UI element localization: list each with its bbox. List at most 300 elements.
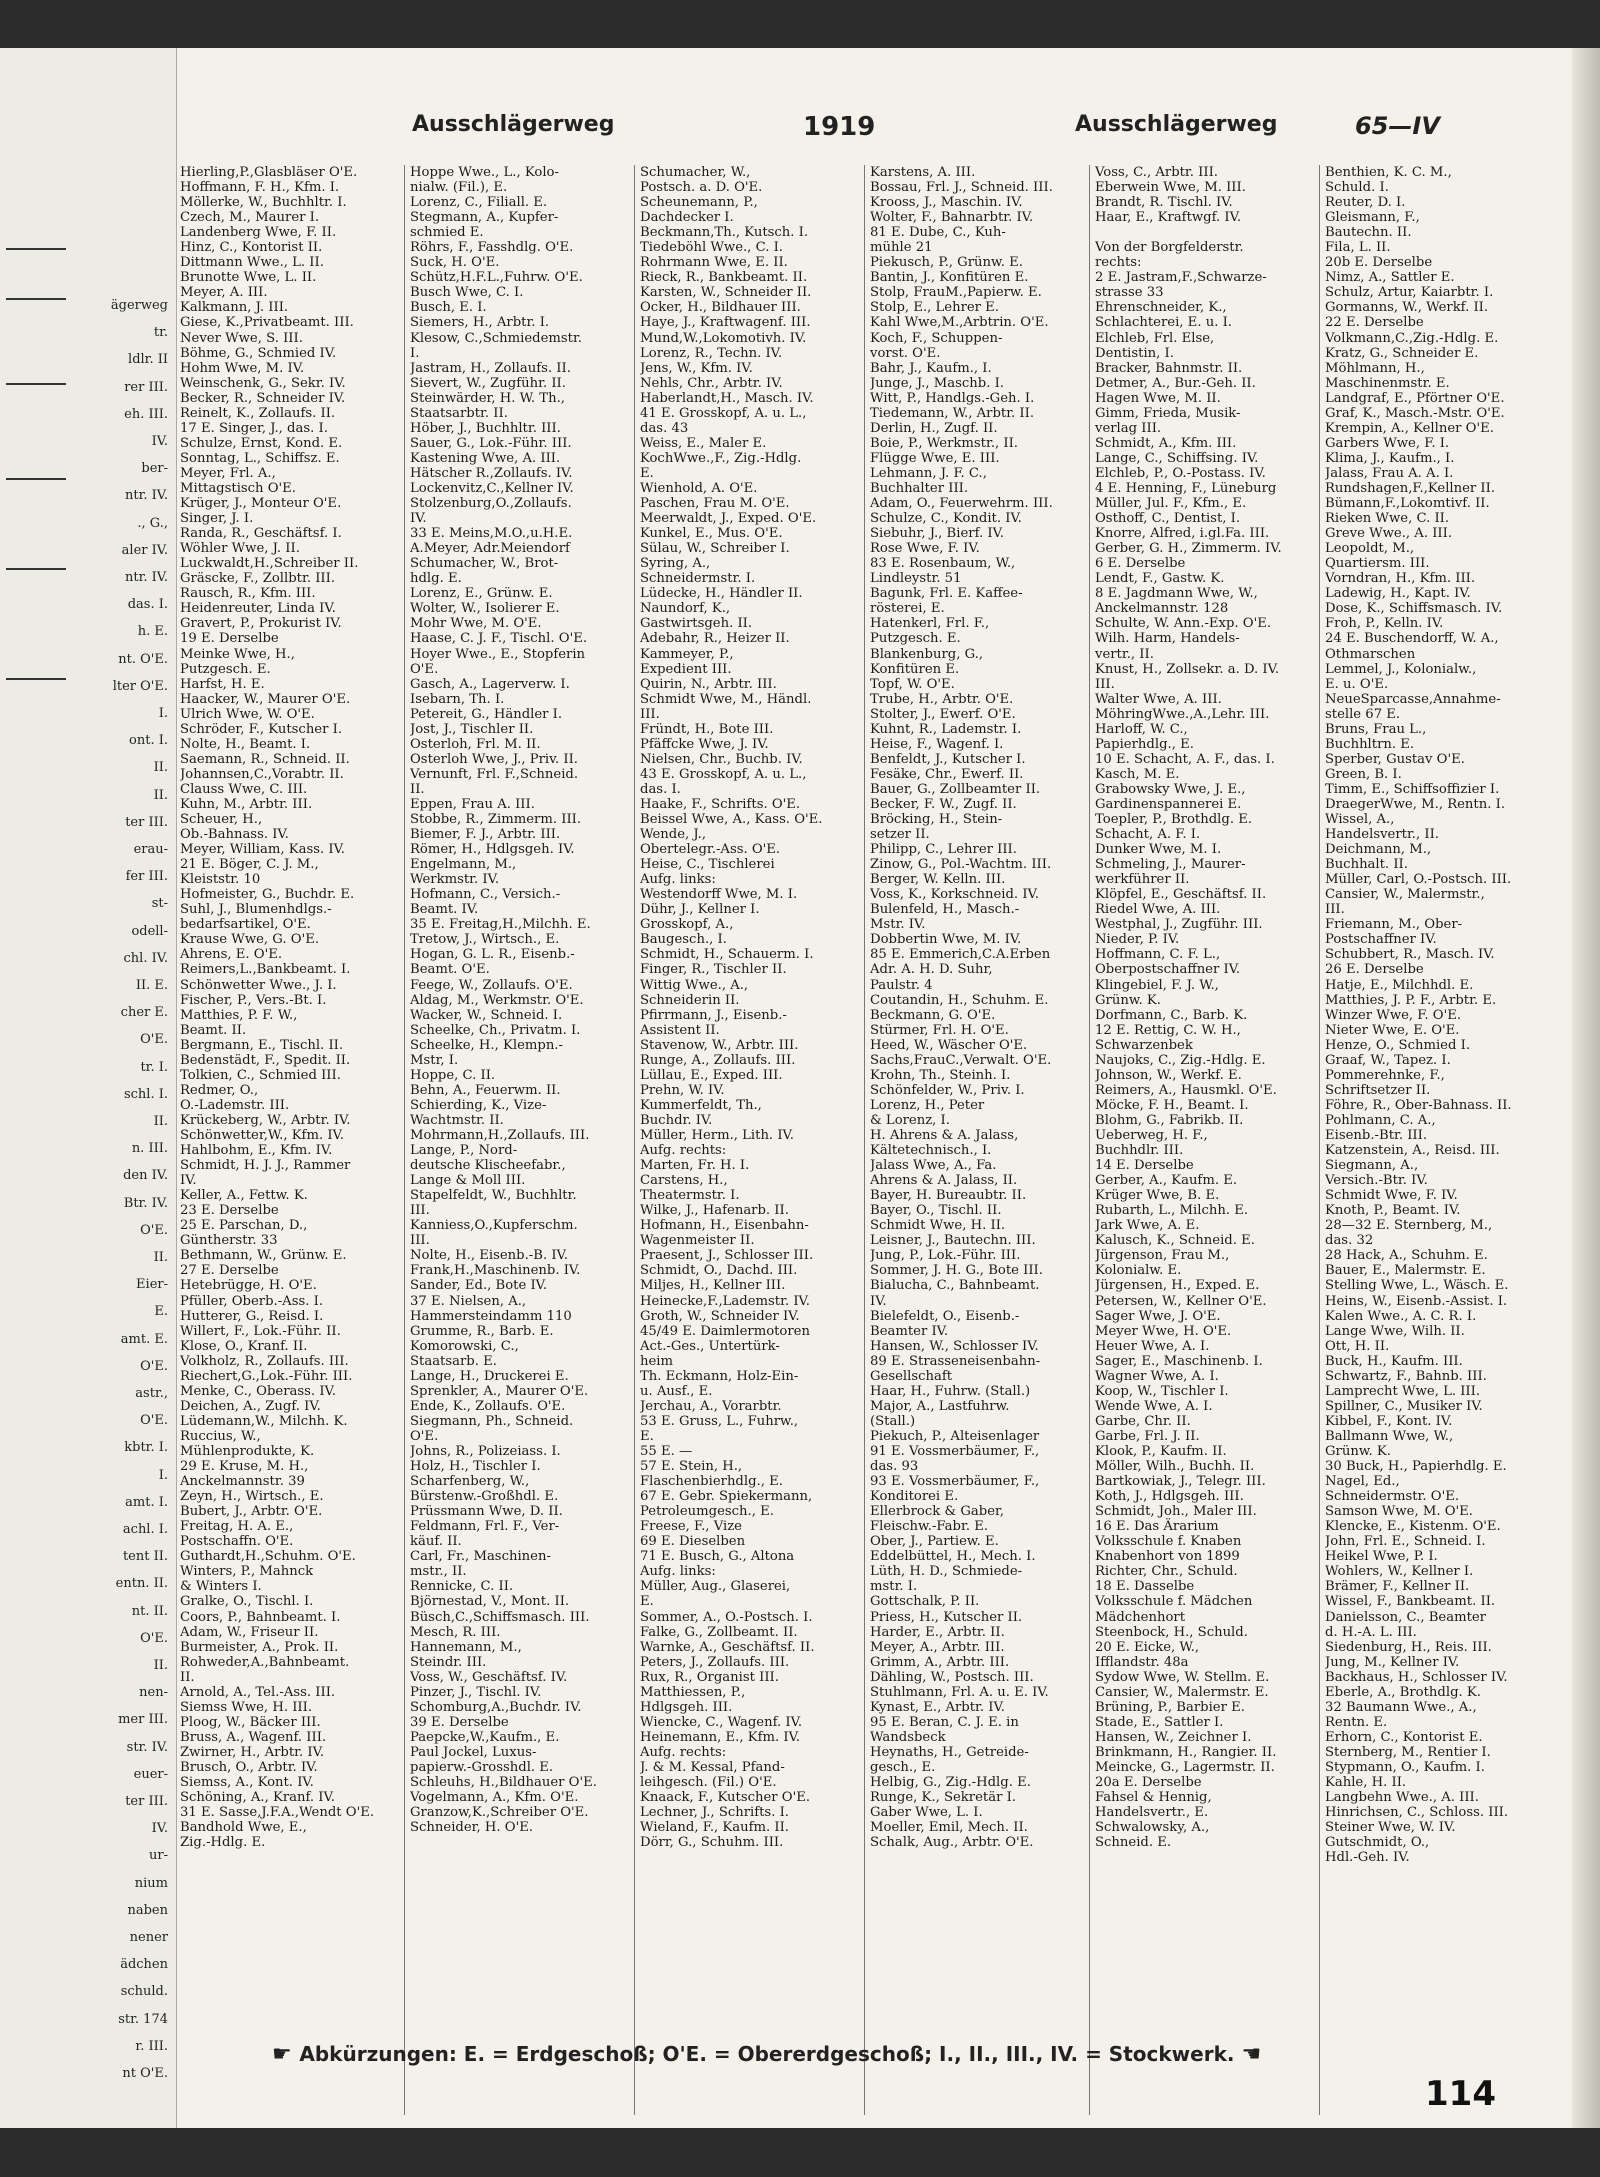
directory-entry: Wende, J., [640, 827, 707, 843]
directory-entry: 21 E. Böger, C. J. M., [180, 857, 319, 873]
directory-entry: 69 E. Dieselben [640, 1534, 746, 1550]
directory-entry: Klook, P., Kaufm. II. [1095, 1443, 1227, 1459]
prev-page-fragment: amt. E. [120, 1331, 168, 1347]
directory-entry: Petereit, G., Händler I. [410, 706, 563, 722]
directory-entry: Meyer, A. III. [180, 285, 268, 301]
directory-entry: Groth, W., Schneider IV. [640, 1308, 800, 1324]
directory-entry: Stolp, E., Lehrer E. [870, 300, 999, 316]
directory-entry: nialw. (Fil.), E. [410, 180, 508, 196]
column-rule [1089, 165, 1090, 2115]
directory-entry: Schneiderin II. [640, 992, 740, 1008]
prev-page-fragment: r. III. [135, 2038, 168, 2054]
directory-entry: Knabenhort von 1899 [1095, 1549, 1240, 1565]
directory-entry: Kanniess,O.,Kupferschm. [410, 1218, 578, 1234]
directory-entry: Isebarn, Th. I. [410, 691, 505, 707]
directory-entry: Sager Wwe, J. O'E. [1095, 1308, 1221, 1324]
directory-entry: Heikel Wwe, P. I. [1325, 1549, 1438, 1565]
directory-entry: 33 E. Meins,M.O.,u.H.E. [410, 526, 573, 542]
directory-entry: 18 E. Dasselbe [1095, 1579, 1195, 1595]
directory-entry: strasse 33 [1095, 285, 1164, 301]
directory-entry: Möllerke, W., Buchhltr. I. [180, 195, 347, 211]
directory-entry: Moeller, Emil, Mech. II. [870, 1820, 1028, 1836]
directory-entry: Willert, F., Lok.-Führ. II. [180, 1323, 341, 1339]
directory-entry: Schalk, Aug., Arbtr. O'E. [870, 1835, 1034, 1851]
directory-entry: Osterloh Wwe, J., Priv. II. [410, 751, 578, 767]
directory-entry: Hinz, C., Kontorist II. [180, 240, 323, 256]
directory-entry: Bubert, J., Arbtr. O'E. [180, 1504, 323, 1520]
directory-entry: Granzow,K.,Schreiber O'E. [410, 1805, 589, 1821]
directory-entry: Schneid. E. [1095, 1835, 1172, 1851]
directory-entry: Siemss Wwe, H. III. [180, 1699, 313, 1715]
directory-entry: Schmidt Wwe, H. II. [870, 1218, 1006, 1234]
directory-columns [180, 165, 1565, 2120]
directory-entry: Gastwirtsgeh. II. [640, 616, 753, 632]
directory-entry: Zeyn, H., Wirtsch., E. [180, 1489, 324, 1505]
directory-entry: Kibbel, F., Kont. IV. [1325, 1413, 1453, 1429]
directory-entry: Siedenburg, H., Reis. III. [1325, 1639, 1492, 1655]
directory-entry: Schöning, A., Kranf. IV. [180, 1790, 335, 1806]
directory-entry: Gasch, A., Lagerverw. I. [410, 676, 570, 692]
directory-entry: Schwalowsky, A., [1095, 1820, 1210, 1836]
directory-entry: Wienhold, A. O'E. [640, 480, 758, 496]
directory-entry: Aufg. rechts: [640, 1143, 727, 1159]
directory-entry: 10 E. Schacht, A. F., das. I. [1095, 751, 1275, 767]
directory-entry: stelle 67 E. [1325, 706, 1401, 722]
directory-entry: Greve Wwe., A. III. [1325, 526, 1453, 542]
directory-entry: Kratz, G., Schneider E. [1325, 345, 1479, 361]
directory-entry: Friemann, M., Ober- [1325, 917, 1463, 933]
directory-entry: Lorenz, E., Grünw. E. [410, 586, 553, 602]
directory-entry: Gralke, O., Tischl. I. [180, 1594, 314, 1610]
directory-entry: Handelsvertr., E. [1095, 1805, 1209, 1821]
directory-entry: Pommerehnke, F., [1325, 1067, 1445, 1083]
directory-entry: Harder, E., Arbtr. II. [870, 1624, 1005, 1640]
directory-entry: Lüdemann,W., Milchh. K. [180, 1413, 348, 1429]
prev-page-fragment: ber- [141, 461, 168, 477]
directory-entry: Kunkel, E., Mus. O'E. [640, 526, 783, 542]
directory-entry: Heins, W., Eisenb.-Assist. I. [1325, 1293, 1508, 1309]
directory-entry: Buchhltrn. E. [1325, 736, 1415, 752]
directory-entry: Schumacher, W., [640, 165, 751, 180]
directory-entry: das. I. [640, 781, 681, 797]
directory-entry: John, Frl. E., Schneid. I. [1325, 1534, 1486, 1550]
directory-entry: Adebahr, R., Heizer II. [640, 631, 790, 647]
directory-entry: 23 E. Derselbe [180, 1203, 279, 1219]
directory-entry: Bracker, Bahnmstr. II. [1095, 360, 1243, 376]
directory-entry: Ueberweg, H. F., [1095, 1128, 1208, 1143]
directory-entry: Krüger, J., Monteur O'E. [180, 496, 342, 512]
directory-entry: Nehls, Chr., Arbtr. IV. [640, 375, 783, 391]
prev-page-fragment: I. [158, 1467, 168, 1483]
directory-entry: Bürstenw.-Großhdl. E. [410, 1489, 559, 1505]
directory-entry: Wieland, F., Kaufm. II. [640, 1820, 790, 1836]
directory-entry: Mstr. IV. [870, 917, 926, 933]
directory-entry: Dühr, J., Kellner I. [640, 902, 760, 918]
directory-entry: Siebuhr, J., Bierf. IV. [870, 526, 1004, 542]
prev-page-fragment: str. IV. [126, 1739, 168, 1755]
directory-entry: Lange, P., Nord- [410, 1143, 518, 1159]
column-rule [404, 165, 405, 2115]
directory-entry: Meincke, G., Lagermstr. II. [1095, 1759, 1275, 1775]
directory-entry: 20b E. Derselbe [1325, 255, 1433, 271]
directory-entry: 67 E. Gebr. Spiekermann, [640, 1489, 813, 1505]
prev-page-fragment: rer III. [124, 379, 168, 395]
directory-entry: Elchleb, P., O.-Postass. IV. [1095, 465, 1266, 481]
book-edge [1572, 48, 1600, 2128]
directory-entry: Lorenz, C., Filiall. E. [410, 195, 548, 211]
prev-page-fragment: ägerweg [110, 298, 168, 313]
directory-entry: Höber, J., Buchhltr. III. [410, 420, 561, 436]
directory-entry: Wagenmeister II. [640, 1233, 755, 1249]
directory-column [180, 165, 400, 2115]
directory-entry: Dähling, W., Postsch. III. [870, 1669, 1034, 1685]
directory-entry: Gräscke, F., Zollbtr. III. [180, 571, 336, 587]
directory-entry: Richter, Chr., Schuld. [1095, 1564, 1238, 1580]
directory-entry: Dörr, G., Schuhm. III. [640, 1835, 784, 1851]
directory-entry: Klencke, E., Kistenm. O'E. [1325, 1519, 1501, 1535]
directory-entry: Anckelmannstr. 128 [1095, 601, 1229, 617]
directory-entry: Postsch. a. D. O'E. [640, 180, 763, 196]
directory-entry: Schneidermstr. O'E. [1325, 1489, 1460, 1505]
directory-entry: Stolter, J., Ewerf. O'E. [870, 706, 1016, 722]
directory-entry: Klose, O., Kranf. II. [180, 1338, 308, 1354]
directory-entry: Bartkowiak, J., Telegr. III. [1095, 1474, 1266, 1490]
directory-entry: Postschaffn. O'E. [180, 1534, 294, 1550]
directory-entry: Naundorf, K., [640, 601, 731, 617]
directory-entry: Bialucha, C., Bahnbeamt. [870, 1278, 1040, 1294]
directory-entry: Reinelt, K., Zollaufs. II. [180, 405, 336, 421]
directory-entry: Bedenstädt, F., Spedit. II. [180, 1052, 351, 1068]
directory-entry: Benthien, K. C. M., [1325, 165, 1452, 180]
directory-entry: Obertelegr.-Ass. O'E. [640, 842, 781, 858]
directory-entry: 89 E. Strasseneisenbahn- [870, 1353, 1041, 1369]
previous-page-edge [0, 48, 177, 2128]
directory-entry: Scheelke, Ch., Privatm. I. [410, 1022, 581, 1038]
directory-entry: Henze, O., Schmied I. [1325, 1037, 1471, 1053]
prev-page-fragment: tr. I. [140, 1059, 168, 1075]
directory-entry: Björnestad, V., Mont. II. [410, 1594, 570, 1610]
directory-entry: Müller, Jul. F., Kfm., E. [1095, 496, 1247, 512]
directory-entry: 4 E. Henning, F., Lüneburg [1095, 480, 1277, 496]
directory-entry: Kolonialw. E. [1095, 1263, 1182, 1279]
directory-entry: verlag III. [1095, 420, 1162, 436]
directory-entry: Graaf, W., Tapez. I. [1325, 1052, 1451, 1068]
directory-entry: Schuld. I. [1325, 180, 1389, 196]
directory-entry: Gimm, Frieda, Musik- [1095, 405, 1241, 421]
directory-entry: Stobbe, R., Zimmerm. III. [410, 812, 582, 828]
directory-entry: Mund,W.,Lokomotivh. IV. [640, 330, 807, 346]
directory-entry: Paepcke,W.,Kaufm., E. [410, 1729, 560, 1745]
directory-entry: Miljes, H., Kellner III. [640, 1278, 786, 1294]
directory-entry: Gaber Wwe, L. I. [870, 1805, 983, 1821]
directory-entry: Handelsvertr., II. [1325, 827, 1439, 843]
directory-entry: Grabowsky Wwe, J. E., [1095, 781, 1246, 797]
directory-entry: Schierding, K., Vize- [410, 1097, 547, 1113]
directory-entry: Schlachterei, E. u. I. [1095, 315, 1232, 331]
directory-entry: Stelling Wwe, L., Wäsch. E. [1325, 1278, 1509, 1294]
directory-entry: Scheunemann, P., [640, 195, 758, 211]
directory-entry: Schmidt, A., Kfm. III. [1095, 435, 1237, 451]
directory-entry: Hierling,P.,Glasbläser O'E. [180, 165, 358, 180]
directory-entry: Klingebiel, F. J. W., [1095, 977, 1219, 993]
directory-entry: Versich.-Btr. IV. [1325, 1173, 1428, 1189]
directory-entry: Heinemann, E., Kfm. IV. [640, 1729, 800, 1745]
directory-entry: Coutandin, H., Schuhm. E. [870, 992, 1049, 1008]
directory-entry: 28 Hack, A., Schuhm. E. [1325, 1248, 1488, 1264]
prev-page-fragment: ntr. IV. [124, 488, 168, 504]
directory-entry: Rose Wwe, F. IV. [870, 541, 980, 557]
directory-entry: Beamter IV. [870, 1323, 949, 1339]
directory-entry: Dachdecker I. [640, 210, 734, 226]
directory-entry: Schmidt, Joh., Maler III. [1095, 1504, 1257, 1520]
directory-entry: Sydow Wwe, W. Stellm. E. [1095, 1669, 1270, 1685]
directory-entry: 53 E. Gruss, L., Fuhrw., [640, 1413, 799, 1429]
directory-entry: Harfst, H. E. [180, 676, 265, 692]
directory-entry: leihgesch. (Fil.) O'E. [640, 1775, 777, 1791]
directory-column [870, 165, 1090, 2115]
directory-column [1095, 165, 1315, 2115]
directory-entry: Lemmel, J., Kolonialw., [1325, 661, 1477, 677]
directory-entry: Bandhold Wwe, E., [180, 1820, 307, 1836]
directory-entry: Beamt. II. [180, 1022, 247, 1038]
directory-entry: Staatsarb. E. [410, 1353, 497, 1369]
directory-entry: Paul Jockel, Luxus- [410, 1744, 537, 1760]
directory-entry: 27 E. Derselbe [180, 1263, 279, 1279]
directory-entry: Jung, M., Kellner IV. [1325, 1654, 1460, 1670]
directory-entry: Major, A., Lastfuhrw. [870, 1398, 1010, 1414]
directory-entry: 8 E. Jagdmann Wwe, W., [1095, 586, 1258, 602]
directory-entry: 91 E. Vossmerbäumer, F., [870, 1443, 1040, 1459]
directory-entry: Rohrmann Wwe, E. II. [640, 255, 788, 271]
prev-page-rule [6, 568, 66, 570]
directory-entry: Wacker, W., Schneid. I. [410, 1007, 563, 1023]
directory-entry: Topf, W. O'E. [870, 676, 955, 692]
directory-entry: Siegmann, A., [1325, 1158, 1419, 1174]
directory-entry: Rennicke, C. II. [410, 1579, 514, 1595]
directory-entry: Prüssmann Wwe, D. II. [410, 1504, 563, 1520]
directory-entry: Grünw. K. [1095, 992, 1161, 1008]
directory-entry: Heed, W., Wäscher O'E. [870, 1037, 1028, 1053]
directory-entry: Bayer, O., Tischl. II. [870, 1203, 1002, 1219]
directory-entry: Lange Wwe, Wilh. II. [1325, 1323, 1465, 1339]
directory-entry: Naujoks, C., Zig.-Hdlg. E. [1095, 1052, 1266, 1068]
directory-entry: 55 E. — [640, 1443, 693, 1459]
directory-entry: Kuhnt, R., Lademstr. I. [870, 721, 1022, 737]
directory-entry: 20 E. Eicke, W., [1095, 1639, 1200, 1655]
directory-entry: Czech, M., Maurer I. [180, 210, 320, 226]
directory-entry: Leisner, J., Bautechn. III. [870, 1233, 1036, 1249]
directory-entry: u. Ausf., E. [640, 1383, 713, 1399]
directory-entry: II. [180, 1669, 195, 1685]
directory-entry: Giese, K.,Privatbeamt. III. [180, 315, 354, 331]
prev-page-fragment: erau- [133, 842, 168, 857]
directory-entry: Heise, F., Wagenf. I. [870, 736, 1004, 752]
directory-entry: Biemer, F. J., Arbtr. III. [410, 827, 561, 843]
directory-entry: Sander, Ed., Bote IV. [410, 1278, 548, 1294]
directory-entry: Werkmstr. IV. [410, 872, 500, 888]
directory-entry: Falke, G., Zollbeamt. II. [640, 1624, 798, 1640]
directory-entry: Theatermstr. I. [640, 1188, 740, 1204]
directory-entry: rösterei, E. [870, 601, 945, 617]
column-rule [864, 165, 865, 2115]
directory-entry: Heinecke,F.,Lademstr. IV. [640, 1293, 810, 1309]
prev-page-fragment: nt. O'E. [118, 651, 168, 667]
directory-entry: Putzgesch. E. [870, 631, 961, 647]
directory-entry: III. [410, 1233, 430, 1249]
directory-entry: 35 E. Freitag,H.,Milchh. E. [410, 917, 591, 933]
directory-entry: Dobbertin Wwe, M. IV. [870, 932, 1022, 948]
directory-entry: Dittmann Wwe., L. II. [180, 255, 324, 271]
directory-entry: O.-Lademstr. III. [180, 1097, 290, 1113]
directory-entry: Harloff, W. C., [1095, 721, 1188, 737]
directory-entry: Gottschalk, P. II. [870, 1594, 980, 1610]
directory-entry: deutsche Klischeefabr., [410, 1158, 566, 1174]
directory-entry: Koch, F., Schuppen- [870, 330, 1003, 346]
directory-entry: Wachtmstr. II. [410, 1112, 504, 1128]
directory-entry: Volkmann,C.,Zig.-Hdlg. E. [1325, 330, 1499, 346]
prev-page-fragment: O'E. [140, 1032, 168, 1048]
directory-entry: Sommer, A., O.-Postsch. I. [640, 1609, 813, 1625]
prev-page-fragment: astr., [135, 1386, 168, 1401]
directory-entry: das. 43 [640, 420, 689, 436]
directory-entry: Stolzenburg,O.,Zollaufs. [410, 496, 572, 512]
directory-entry: Winters, P., Mahnck [180, 1564, 314, 1580]
directory-entry: Putzgesch. E. [180, 661, 271, 677]
directory-entry: Wissel, F., Bankbeamt. II. [1325, 1594, 1496, 1610]
directory-entry: Benfeldt, J., Kutscher I. [870, 751, 1026, 767]
directory-entry: Wolter, F., Bahnarbtr. IV. [870, 210, 1034, 226]
directory-entry: Schulte, W. Ann.-Exp. O'E. [1095, 616, 1272, 632]
directory-entry: Nieder, P. IV. [1095, 932, 1180, 948]
prev-page-fragment: tr. [153, 325, 168, 341]
directory-entry: Brandt, R. Tischl. IV. [1095, 195, 1233, 211]
directory-entry: Kältetechnisch., I. [870, 1143, 992, 1159]
directory-entry: heim [640, 1353, 674, 1369]
directory-entry: Matthiessen, P., [640, 1684, 746, 1700]
directory-entry: Jürgenson, Frau M., [1095, 1248, 1230, 1264]
directory-entry: Kasch, M. E. [1095, 766, 1180, 782]
prev-page-fragment: ntr. IV. [124, 570, 168, 585]
directory-entry: 24 E. Buschendorff, W. A., [1325, 631, 1499, 647]
directory-entry: Wilh. Harm, Handels- [1095, 631, 1240, 647]
directory-entry: Klima, J., Kaufm., I. [1325, 450, 1455, 466]
directory-entry: Kalen Wwe., A. C. R. I. [1325, 1308, 1477, 1324]
prev-page-fragment: n. III. [131, 1141, 168, 1157]
directory-entry: Burmeister, A., Prok. II. [180, 1639, 339, 1655]
directory-entry: 31 E. Sasse,J.F.A.,Wendt O'E. [180, 1805, 375, 1821]
directory-entry: Lorenz, H., Peter [870, 1097, 985, 1113]
directory-entry: Grünw. K. [1325, 1443, 1391, 1459]
directory-entry: 14 E. Derselbe [1095, 1158, 1194, 1174]
directory-entry: 83 E. Rosenbaum, W., [870, 556, 1016, 572]
directory-entry: Riechert,G.,Lok.-Führ. III. [180, 1368, 353, 1384]
directory-entry: Wissel, A., [1325, 812, 1395, 828]
directory-entry: Eisenb.-Btr. III. [1325, 1128, 1428, 1143]
directory-entry: Krooss, J., Maschin. IV. [870, 195, 1023, 211]
directory-entry: Junge, J., Maschb. I. [870, 375, 1004, 391]
directory-entry: setzer II. [870, 827, 930, 843]
directory-entry: Adam, O., Feuerwehrm. III. [870, 496, 1053, 512]
directory-entry: Act.-Ges., Untertürk- [640, 1338, 780, 1354]
directory-entry: Beckmann, G. O'E. [870, 1007, 996, 1023]
directory-entry: Backhaus, H., Schlosser IV. [1325, 1669, 1508, 1685]
prev-page-fragment: II. [153, 1250, 168, 1265]
directory-entry: Bossau, Frl. J., Schneid. III. [870, 180, 1053, 196]
directory-entry: Hinrichsen, C., Schloss. III. [1325, 1805, 1509, 1821]
prev-page-fragment: O'E. [140, 1222, 168, 1238]
directory-entry: Wiencke, C., Wagenf. IV. [640, 1714, 803, 1730]
prev-page-fragment: ont. I. [129, 733, 168, 749]
directory-entry: Johns, R., Polizeiass. I. [410, 1443, 561, 1459]
directory-entry: Ober, J., Partiew. E. [870, 1534, 999, 1550]
directory-entry: IV. [180, 1173, 197, 1189]
directory-entry: Fahsel & Hennig, [1095, 1790, 1212, 1806]
directory-entry: Riedel Wwe, A. III. [1095, 902, 1221, 918]
directory-entry: Tretow, J., Wirtsch., E. [410, 932, 560, 948]
directory-entry: E. u. O'E. [1325, 676, 1389, 692]
directory-entry: Aufg. links: [640, 872, 716, 888]
directory-entry: Kastening Wwe, A. III. [410, 450, 561, 466]
directory-entry: Feege, W., Zollaufs. O'E. [410, 977, 573, 993]
page-reference: 65—IV [1355, 112, 1440, 140]
directory-entry: Th. Eckmann, Holz-Ein- [640, 1368, 799, 1384]
directory-entry: Meyer Wwe, H. O'E. [1095, 1323, 1232, 1339]
directory-entry: Stegmann, A., Kupfer- [410, 210, 559, 226]
directory-entry: Pfäffcke Wwe, J. IV. [640, 736, 769, 752]
directory-entry: Gravert, P., Prokurist IV. [180, 616, 342, 632]
directory-entry: Lüth, H. D., Schmiede- [870, 1564, 1023, 1580]
directory-entry: Keller, A., Fettw. K. [180, 1188, 308, 1204]
directory-entry: Buck, H., Kaufm. III. [1325, 1353, 1463, 1369]
directory-entry: Haberlandt,H., Masch. IV. [640, 390, 814, 406]
directory-entry: Froh, P., Kelln. IV. [1325, 616, 1444, 632]
directory-entry: Schubbert, R., Masch. IV. [1325, 947, 1495, 963]
directory-entry: Bergmann, E., Tischl. II. [180, 1037, 344, 1053]
prev-page-fragment: entn. II. [115, 1576, 168, 1592]
directory-column [1325, 165, 1545, 2115]
directory-entry: Schulze, C., Kondit. IV. [870, 511, 1022, 527]
directory-entry: Reimers,L.,Bankbeamt. I. [180, 962, 351, 978]
directory-entry: Krohn, Th., Steinh. I. [870, 1067, 1011, 1083]
directory-entry: Sager, E., Maschinenb. I. [1095, 1353, 1263, 1369]
directory-entry: Schmeling, J., Maurer- [1095, 857, 1246, 873]
directory-entry: Schneidermstr. I. [640, 571, 756, 587]
directory-entry: Randa, R., Geschäftsf. I. [180, 526, 342, 542]
directory-entry: hdlg. E. [410, 571, 462, 587]
directory-entry: Kuhn, M., Arbtr. III. [180, 796, 313, 812]
directory-entry: Garbe, Frl. J. II. [1095, 1428, 1200, 1444]
directory-entry: Osthoff, C., Dentist, I. [1095, 511, 1241, 527]
directory-entry: O'E. [410, 1428, 439, 1444]
directory-entry: Kummerfeldt, Th., [640, 1097, 762, 1113]
directory-entry: Volkholz, R., Zollaufs. III. [180, 1353, 349, 1369]
directory-entry: Suhl, J., Blumenhdlgs.- [180, 902, 332, 918]
directory-entry: Aufg. rechts: [640, 1744, 727, 1760]
prev-page-fragment: II. [153, 1114, 168, 1129]
directory-entry: Schönwetter,W., Kfm. IV. [180, 1128, 344, 1143]
directory-entry: Ballmann Wwe, W., [1325, 1428, 1454, 1444]
prev-page-fragment: II. [153, 760, 168, 776]
prev-page-fragment: ädchen [120, 1957, 168, 1973]
directory-entry: Schomburg,A.,Buchdr. IV. [410, 1699, 582, 1715]
directory-entry: Schröder, F., Kutscher I. [180, 721, 343, 737]
prev-page-rule [6, 478, 66, 480]
directory-entry: Schneider, H. O'E. [410, 1820, 534, 1836]
directory-entry: Buchhalt. II. [1325, 857, 1408, 873]
directory-entry: Schwartz, F., Bahnb. III. [1325, 1368, 1487, 1384]
directory-entry: Jost, J., Tischler II. [410, 721, 534, 737]
directory-entry: Fründt, H., Bote III. [640, 721, 774, 737]
